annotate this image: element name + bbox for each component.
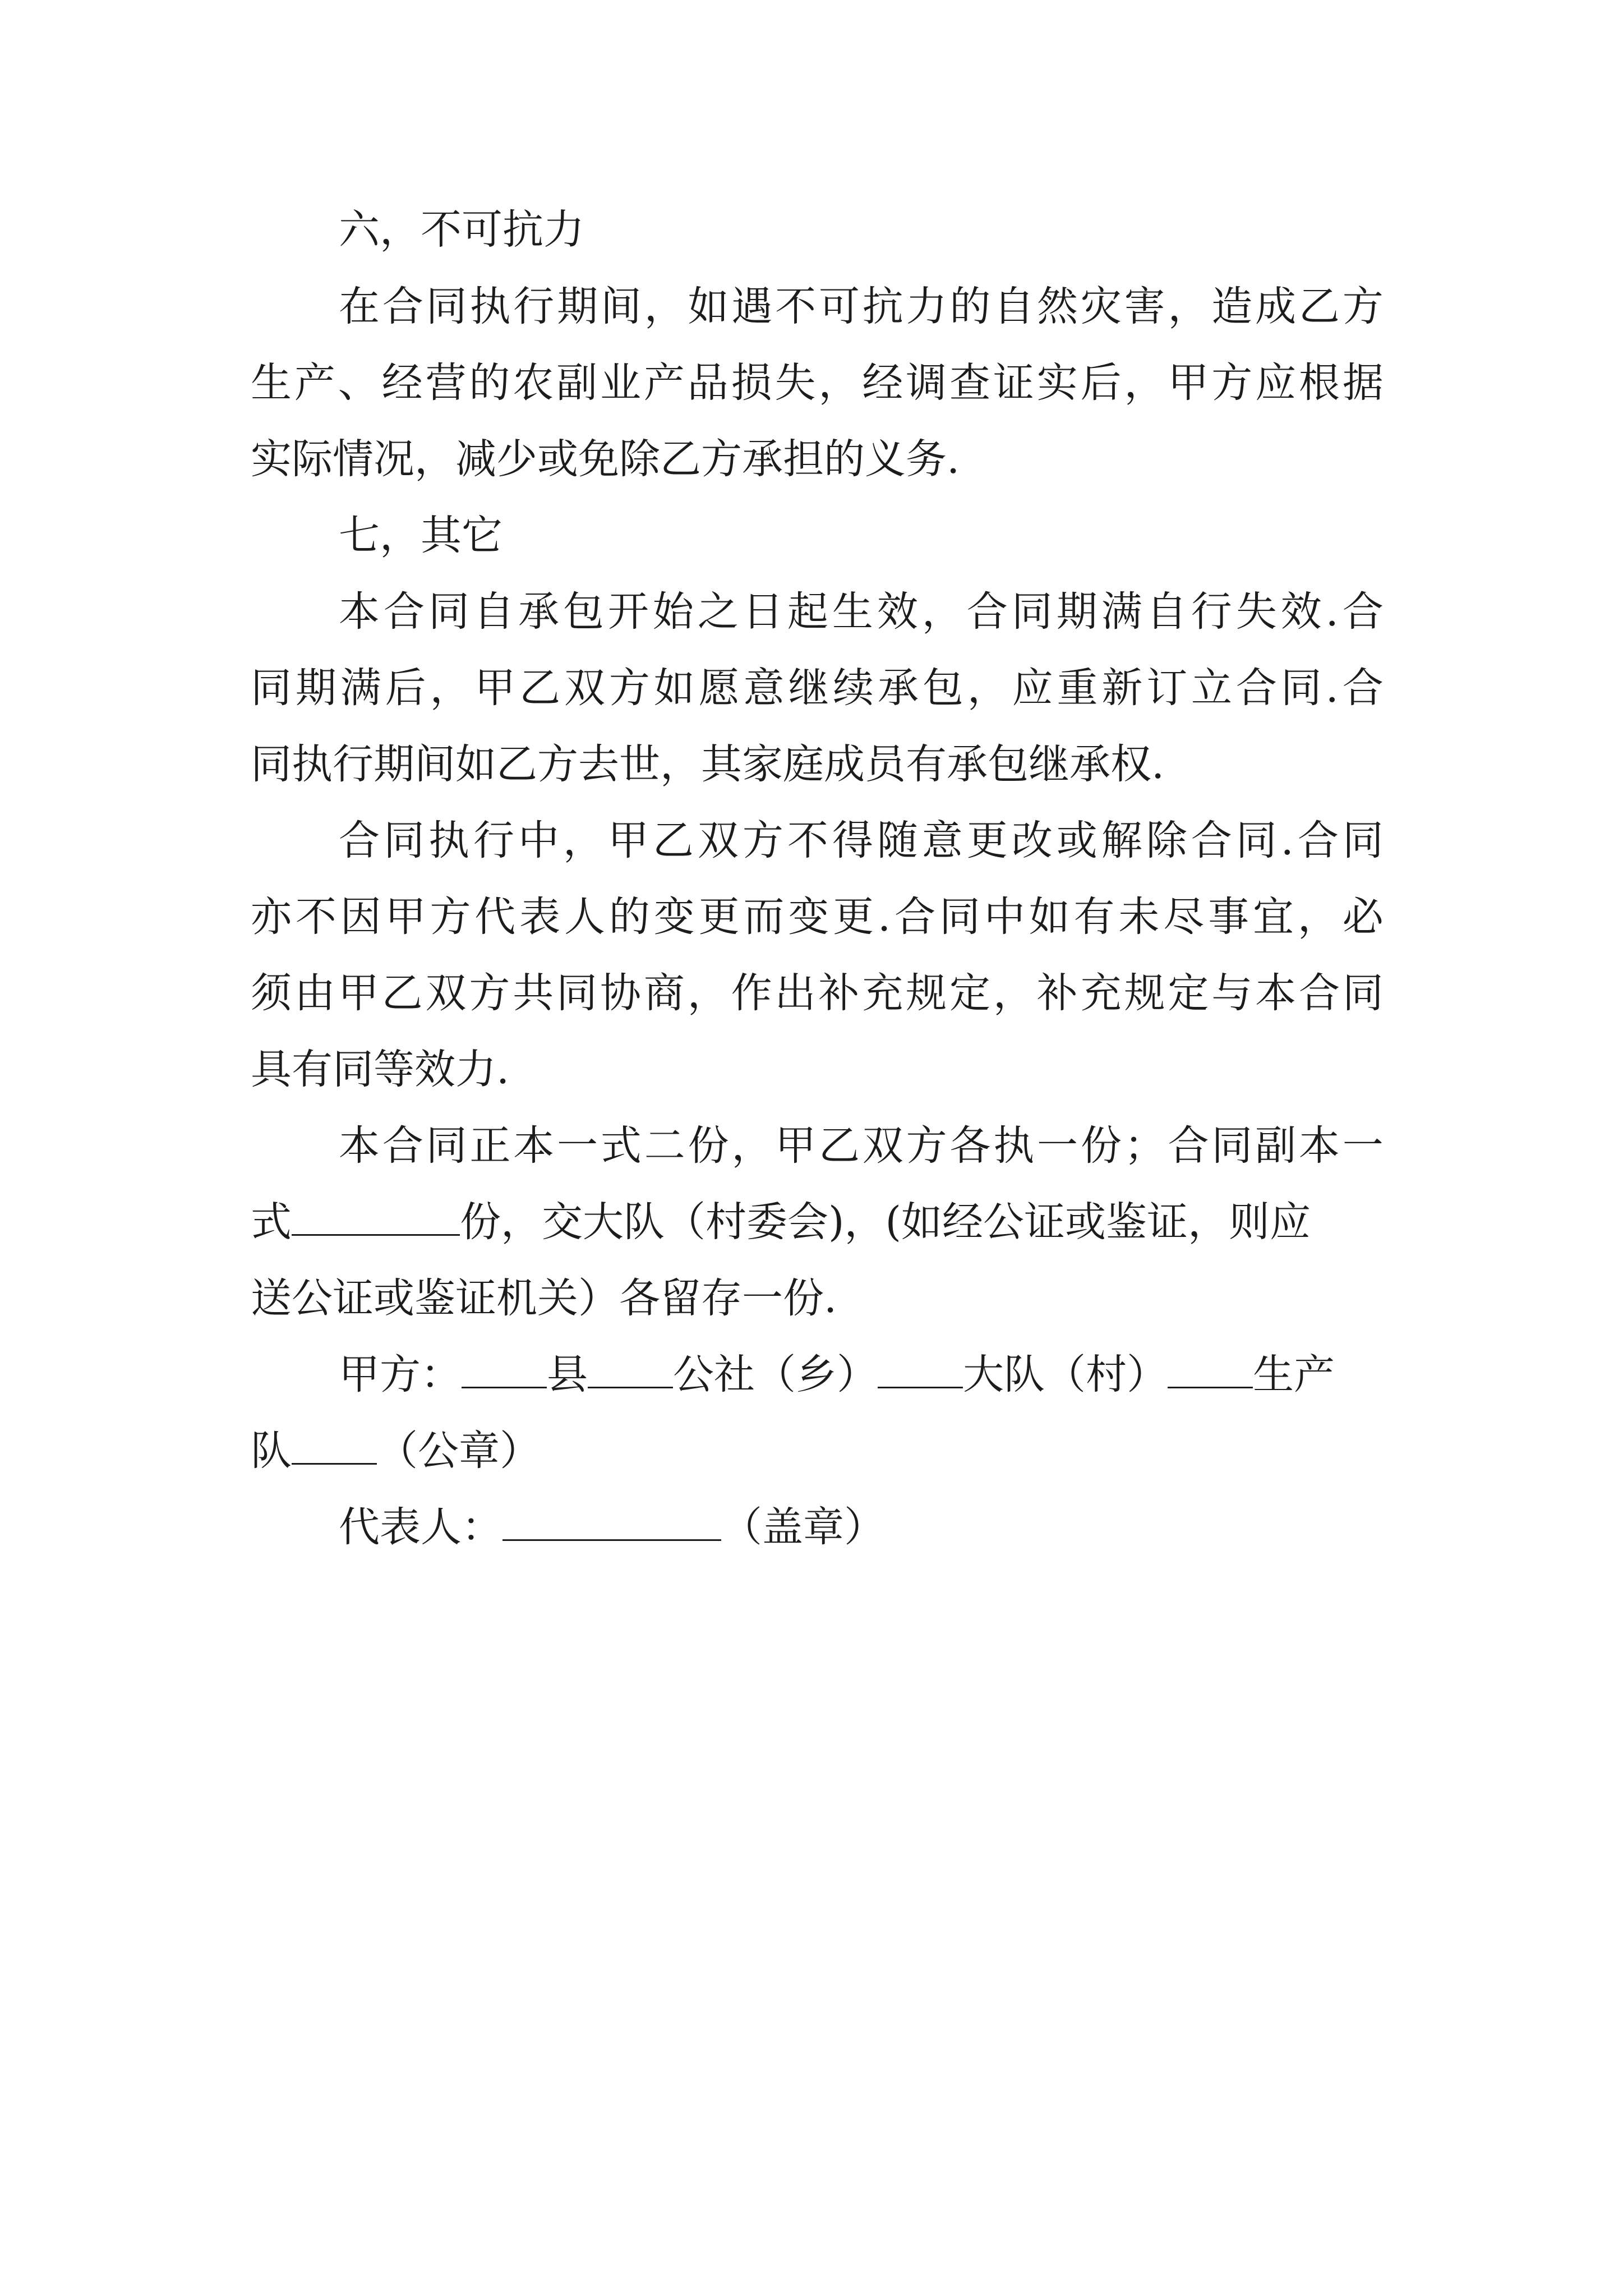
paragraph-line: 亦 不 因 甲 方 代 表 人 的 变 更 而 变 更 . 合 同 中 如 有 未 尽 事 宜 ， 必 — [251, 893, 1384, 941]
party-a-label: 甲方： — [339, 1351, 462, 1398]
copies-line — [251, 1194, 1384, 1250]
paragraph-line: 本 合 同 自 承 包 开 始 之 日 起 生 效 ， 合 同 期 满 自 行 失 效 . 合 — [339, 588, 1384, 636]
team-blank[interactable] — [1168, 1350, 1253, 1388]
copies-suffix: 份，交大队（村委会)，(如经公证或鉴证，则应 — [460, 1198, 1311, 1246]
section-heading-other: 七，其它 — [339, 512, 502, 559]
paragraph-line: 本 合 同 正 本 一 式 二 份 ， 甲 乙 双 方 各 执 一 份 ； 合 同 副 本 一 — [339, 1122, 1384, 1170]
paragraph-line: 须 由 甲 乙 双 方 共 同 协 商 ， 作 出 补 充 规 定 ， 补 充 规 定 与 本 合 同 — [251, 969, 1384, 1017]
paragraph-line: 具有同等效力. — [251, 1046, 510, 1093]
paragraph-line: 同执行期间如乙方去世，其家庭成员有承包继承权. — [251, 740, 1165, 788]
section-heading-force-majeure: 六，不可抗力 — [339, 206, 584, 254]
paragraph-line: 生 产 、 经 营 的 农 副 业 产 品 损 失 ， 经 调 查 证 实 后 ， 甲 方 应 根 据 — [251, 359, 1384, 407]
team-end-label: 队 — [251, 1427, 292, 1475]
county-label: 县 — [547, 1351, 588, 1398]
county-blank[interactable] — [462, 1350, 547, 1388]
paragraph-line: 实际情况，减少或免除乙方承担的义务. — [251, 435, 960, 483]
paragraph-line: 同 期 满 后 ， 甲 乙 双 方 如 愿 意 继 续 承 包 ， 应 重 新 订 立 合 同 . 合 — [251, 664, 1384, 712]
brigade-blank[interactable] — [878, 1350, 963, 1388]
seal-label: （盖章） — [721, 1503, 885, 1551]
representative-blank[interactable] — [502, 1502, 721, 1541]
paragraph-line: 合 同 执 行 中 ， 甲 乙 双 方 不 得 随 意 更 改 或 解 除 合 同 . 合 同 — [339, 817, 1384, 864]
party-a-line — [339, 1347, 1384, 1403]
paragraph-line: 在 合 同 执 行 期 间 ， 如 遇 不 可 抗 力 的 自 然 灾 害 ， 造 成 乙 方 — [339, 283, 1384, 330]
representative-label: 代表人： — [339, 1503, 502, 1551]
copies-count-blank[interactable] — [292, 1197, 460, 1236]
paragraph-line: 送公证或鉴证机关）各留存一份. — [251, 1274, 837, 1322]
commune-label: 公社（乡） — [673, 1351, 878, 1398]
representative-line — [339, 1499, 885, 1556]
brigade-label: 大队（村） — [963, 1351, 1168, 1398]
official-seal-label: （公章） — [377, 1427, 541, 1475]
team-label: 生产 — [1253, 1351, 1335, 1398]
team-number-blank[interactable] — [292, 1426, 377, 1465]
copies-prefix: 式 — [251, 1198, 292, 1246]
commune-blank[interactable] — [588, 1350, 673, 1388]
party-a-line-2 — [251, 1423, 541, 1479]
